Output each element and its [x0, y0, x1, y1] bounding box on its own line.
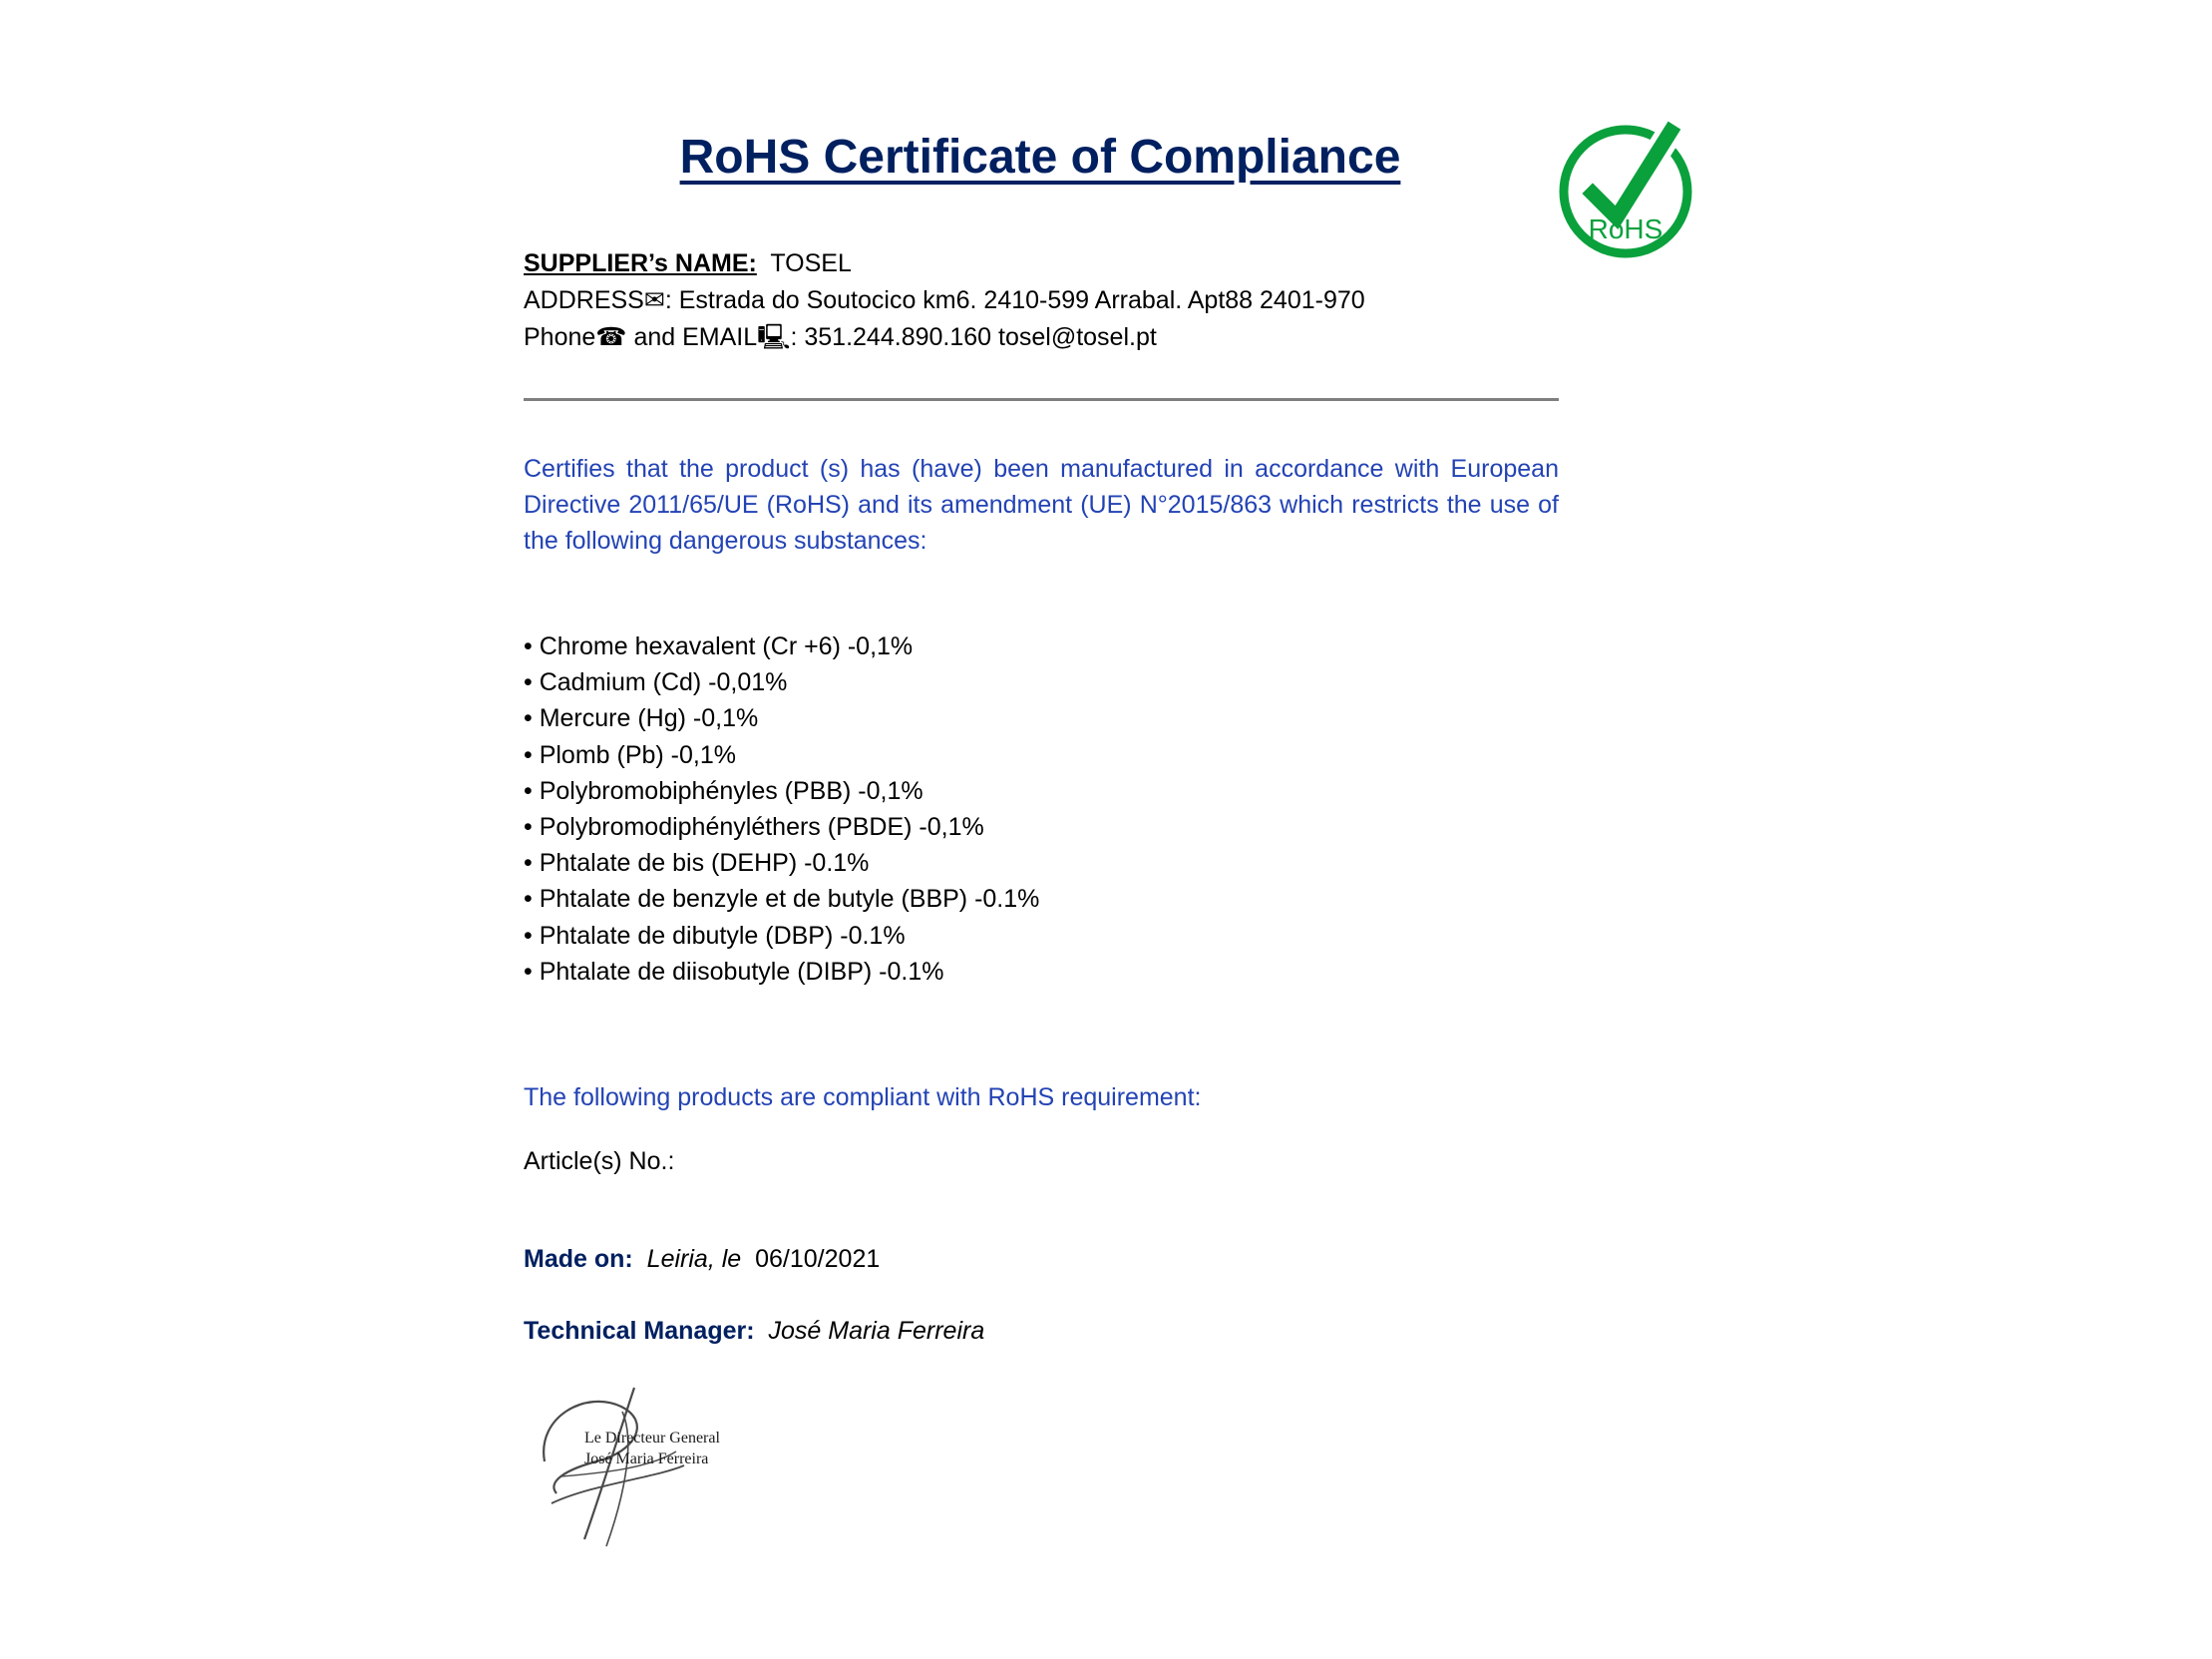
substance-item: • Chrome hexavalent (Cr +6) -0,1% [524, 628, 1559, 664]
page-title: RoHS Certificate of Compliance [679, 131, 1401, 184]
substances-list [524, 628, 1559, 990]
substance-item: • Polybromodiphényléthers (PBDE) -0,1% [524, 809, 1559, 845]
computer-icon: 🖳 [757, 323, 791, 351]
made-on-label: Made on: [524, 1245, 633, 1273]
substance-item: • Phtalate de diisobutyle (DIBP) -0.1% [524, 954, 1559, 990]
manager-name: José Maria Ferreira [768, 1317, 985, 1345]
address-value: : Estrada do Soutocico km6. 2410-599 Arrabal. Apt88 2401-970 [664, 286, 1365, 314]
phone-label: Phone [524, 323, 596, 351]
compliance-statement: The following products are compliant with RoHS requirement: [524, 1083, 1202, 1111]
substance-item: • Plomb (Pb) -0,1% [524, 737, 1559, 773]
made-on-place: Leiria, le [646, 1245, 742, 1273]
article-number-label: Article(s) No.: [524, 1147, 675, 1175]
substance-item: • Cadmium (Cd) -0,01% [524, 664, 1559, 700]
signature-block [527, 1382, 766, 1561]
signature-text [584, 1428, 720, 1469]
phone-icon: ☎ [595, 323, 627, 351]
made-on-date: 06/10/2021 [755, 1245, 881, 1273]
technical-manager-line [524, 1317, 1559, 1346]
manager-label: Technical Manager: [524, 1317, 755, 1345]
signature-scribble [527, 1382, 766, 1561]
certification-statement: Certifies that the product (s) has (have) been manufactured in accordance with European Directive 2011/65/UE (RoHS) and its amendment (UE) N°2015/863 which restricts the use of the following dangerous substances: [524, 455, 1559, 555]
made-on-line [524, 1245, 1559, 1274]
supplier-name-label: SUPPLIER’s NAME: [524, 249, 757, 277]
envelope-icon: ✉ [643, 286, 665, 314]
address-label: ADDRESS [524, 286, 644, 314]
supplier-address-line [524, 282, 1621, 319]
signature-name: José Maria Ferreira [584, 1451, 709, 1467]
logo-label: RoHS [1588, 213, 1663, 244]
supplier-name-line [524, 245, 1621, 282]
contact-value: : 351.244.890.160 tosel@tosel.pt [790, 323, 1157, 351]
supplier-info [524, 245, 1621, 356]
email-label: and EMAIL [633, 323, 758, 351]
substance-item: • Mercure (Hg) -0,1% [524, 700, 1559, 736]
supplier-contact-line [524, 319, 1621, 356]
substance-item: • Polybromobiphényles (PBB) -0,1% [524, 773, 1559, 809]
substance-item: • Phtalate de dibutyle (DBP) -0.1% [524, 918, 1559, 954]
section-divider [524, 398, 1559, 401]
substance-item: • Phtalate de bis (DEHP) -0.1% [524, 845, 1559, 881]
signature-title: Le Directeur General [584, 1430, 720, 1447]
supplier-name-value: TOSEL [770, 249, 852, 277]
substance-item: • Phtalate de benzyle et de butyle (BBP) -0.1% [524, 881, 1559, 917]
